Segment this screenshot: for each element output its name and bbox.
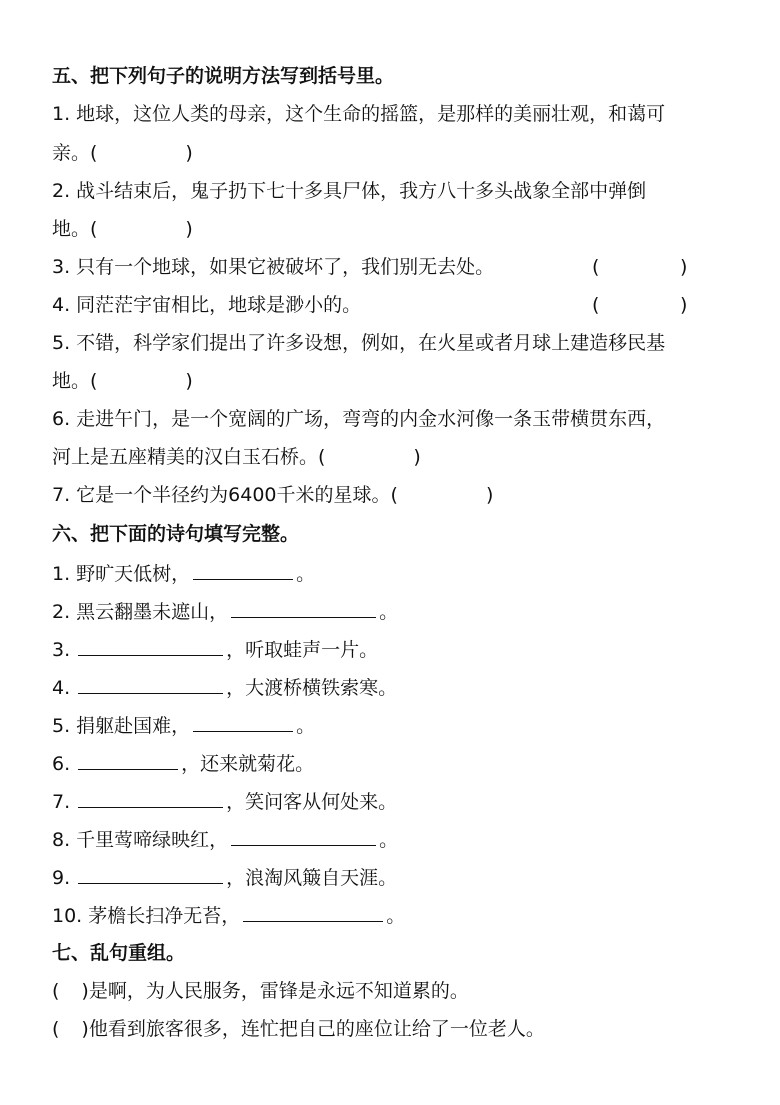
- q6-line2: [52, 445, 421, 469]
- poem-suffix: 。: [386, 905, 406, 927]
- reorder-item: [52, 1017, 545, 1041]
- q7-prefix: 7. 它是一个半径约为6400千米的星球。(: [52, 484, 398, 506]
- fill-blank[interactable]: [193, 713, 293, 732]
- poem-prefix: 1. 野旷天低树，: [52, 563, 191, 585]
- poem-suffix: ，还来就菊花。: [181, 753, 315, 775]
- q4-text: 4. 同茫茫宇宙相比，地球是渺小的。: [52, 294, 362, 316]
- poem-item: [52, 789, 397, 814]
- q5-prefix: 地。(: [52, 370, 98, 392]
- fill-blank[interactable]: [78, 789, 223, 808]
- q2-close-paren: ): [185, 218, 193, 240]
- fill-blank[interactable]: [78, 637, 223, 656]
- q2-line1: 2. 战斗结束后，鬼子扔下七十多具尸体，我方八十多头战象全部中弹倒: [52, 180, 647, 202]
- q1-line1: 1. 地球，这位人类的母亲，这个生命的摇篮，是那样的美丽壮观，和蔼可: [52, 103, 666, 125]
- poem-prefix: 5. 捐躯赴国难，: [52, 715, 191, 737]
- q3-text: 3. 只有一个地球，如果它被破坏了，我们别无去处。: [52, 256, 495, 278]
- q5-line2: [52, 369, 193, 393]
- reorder-sentence: 是啊，为人民服务，雷锋是永远不知道累的。: [88, 980, 469, 1002]
- order-close-paren: ): [81, 1018, 89, 1040]
- reorder-sentence: 他看到旅客很多，连忙把自己的座位让给了一位老人。: [88, 1018, 545, 1040]
- fill-blank[interactable]: [193, 561, 293, 580]
- section5-heading: 五、把下列句子的说明方法写到括号里。: [52, 65, 395, 87]
- q3-line: [52, 255, 692, 279]
- q1-line2: [52, 141, 193, 165]
- fill-blank[interactable]: [231, 827, 376, 846]
- section6-heading: 六、把下面的诗句填写完整。: [52, 523, 300, 545]
- q4-line: [52, 293, 692, 317]
- q1-prefix: 亲。(: [52, 142, 98, 164]
- fill-blank[interactable]: [243, 903, 383, 922]
- poem-prefix: 7.: [52, 791, 71, 813]
- poem-suffix: 。: [296, 715, 316, 737]
- q4-close-paren: ): [680, 294, 688, 316]
- poem-prefix: 3.: [52, 639, 71, 661]
- order-open-paren: (: [52, 1018, 60, 1040]
- section7-heading: 七、乱句重组。: [52, 942, 186, 964]
- q6-close-paren: ): [413, 446, 421, 468]
- q2-line2: [52, 217, 193, 241]
- fill-blank[interactable]: [78, 675, 223, 694]
- q4-open-paren: (: [592, 294, 600, 316]
- poem-item: [52, 751, 314, 776]
- poem-item: [52, 865, 397, 890]
- fill-blank[interactable]: [78, 751, 178, 770]
- poem-prefix: 6.: [52, 753, 71, 775]
- poem-suffix: ，听取蛙声一片。: [226, 639, 379, 661]
- q6-line1: 6. 走进午门，是一个宽阔的广场，弯弯的内金水河像一条玉带横贯东西，: [52, 408, 666, 430]
- poem-item: [52, 675, 397, 700]
- poem-item: [52, 637, 378, 662]
- order-close-paren: ): [81, 980, 89, 1002]
- fill-blank[interactable]: [78, 865, 223, 884]
- q7-line: [52, 483, 493, 507]
- q3-open-paren: (: [592, 256, 600, 278]
- poem-item: [52, 713, 315, 738]
- poem-suffix: 。: [379, 829, 399, 851]
- order-open-paren: (: [52, 980, 60, 1002]
- poem-suffix: 。: [379, 601, 399, 623]
- poem-item: [52, 561, 315, 586]
- poem-item: [52, 903, 405, 928]
- fill-blank[interactable]: [231, 599, 376, 618]
- q1-close-paren: ): [185, 142, 193, 164]
- q3-close-paren: ): [680, 256, 688, 278]
- poem-prefix: 8. 千里莺啼绿映红，: [52, 829, 229, 851]
- poem-item: [52, 827, 398, 852]
- poem-prefix: 4.: [52, 677, 71, 699]
- q5-close-paren: ): [185, 370, 193, 392]
- poem-suffix: ，浪淘风簸自天涯。: [226, 867, 398, 889]
- q2-prefix: 地。(: [52, 218, 98, 240]
- poem-suffix: 。: [296, 563, 316, 585]
- q6-prefix: 河上是五座精美的汉白玉石桥。(: [52, 446, 326, 468]
- poem-item: [52, 599, 398, 624]
- poem-prefix: 2. 黑云翻墨未遮山，: [52, 601, 229, 623]
- reorder-item: [52, 979, 469, 1003]
- q7-close-paren: ): [485, 484, 494, 506]
- poem-prefix: 9.: [52, 867, 71, 889]
- q5-line1: 5. 不错，科学家们提出了许多设想，例如，在火星或者月球上建造移民基: [52, 332, 666, 354]
- poem-prefix: 10. 茅檐长扫净无苔，: [52, 905, 241, 927]
- poem-suffix: ，大渡桥横铁索寒。: [226, 677, 398, 699]
- poem-suffix: ，笑问客从何处来。: [226, 791, 398, 813]
